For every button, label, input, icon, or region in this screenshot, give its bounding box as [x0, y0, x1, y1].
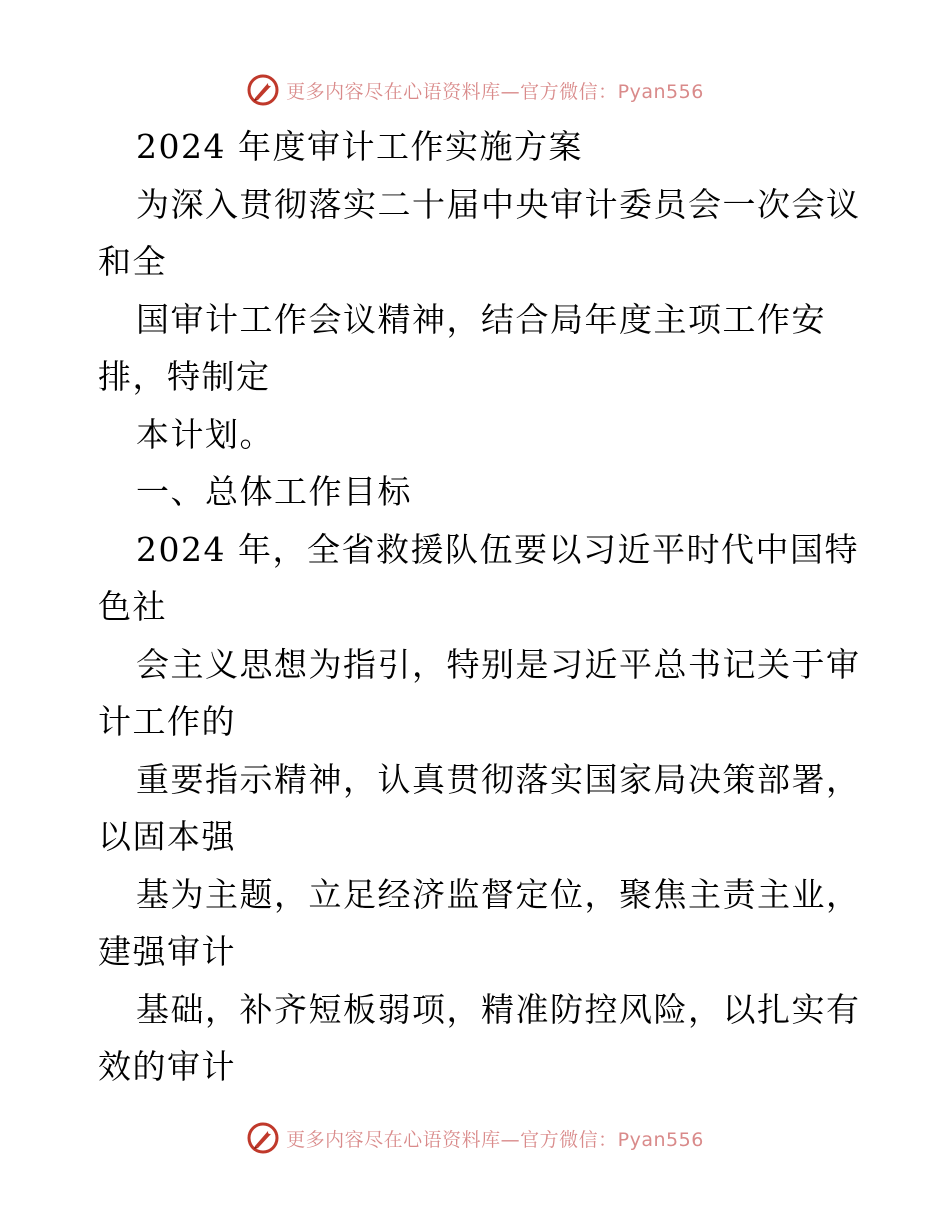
text-line: 会主义思想为指引，特别是习近平总书记关于审 [136, 644, 861, 684]
text-line: 国审计工作会议精神，结合局年度主项工作安 [136, 299, 826, 339]
watermark-text: 更多内容尽在心语资料库—官方微信：Pyan556 [286, 80, 704, 103]
text-line: 以固本强 [98, 817, 236, 856]
pen-logo-icon [246, 1121, 280, 1155]
pen-logo-icon [246, 73, 280, 107]
text-line: 和全 [98, 242, 167, 281]
document-body [98, 118, 861, 1096]
section-heading: 一、总体工作目标 [136, 472, 412, 511]
footer-watermark [0, 1118, 950, 1158]
text-line: 2024 年，全省救援队伍要以习近平时代中国特 [136, 529, 859, 569]
watermark-text: 更多内容尽在心语资料库—官方微信：Pyan556 [286, 1128, 704, 1151]
text-line: 基础，补齐短板弱项，精准防控风险，以扎实有 [136, 989, 861, 1029]
header-watermark [0, 70, 950, 110]
text-line: 排，特制定 [98, 357, 271, 396]
text-line: 效的审计 [98, 1047, 236, 1086]
text-line: 建强审计 [98, 932, 236, 971]
text-line: 色社 [98, 587, 167, 626]
text-line: 重要指示精神，认真贯彻落实国家局决策部署， [136, 759, 861, 799]
document-title: 2024 年度审计工作实施方案 [136, 127, 583, 166]
text-line: 为深入贯彻落实二十届中央审计委员会一次会议 [136, 184, 861, 224]
text-line: 本计划。 [136, 414, 274, 454]
text-line: 计工作的 [98, 702, 236, 741]
text-line: 基为主题，立足经济监督定位，聚焦主责主业， [136, 874, 861, 914]
